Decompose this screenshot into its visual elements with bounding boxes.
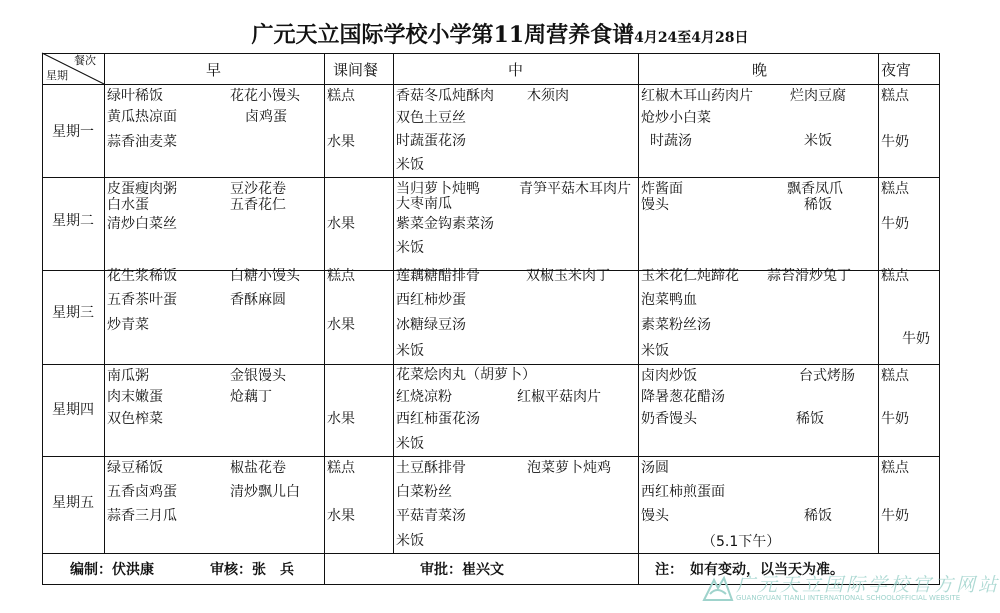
menu-item: 奶香馒头	[641, 411, 697, 427]
menu-item: 糕点	[881, 88, 909, 104]
school-logo-icon	[700, 574, 734, 604]
menu-item: 炝炒小白菜	[641, 110, 711, 126]
menu-item: 木须肉	[527, 88, 569, 104]
menu-item: 五香卤鸡蛋	[107, 484, 177, 500]
menu-item: 红椒木耳山药肉片	[641, 88, 753, 104]
header-dinner: 晚	[752, 61, 768, 79]
menu-item: 双椒玉米肉丁	[526, 268, 610, 284]
menu-item: 牛奶	[881, 508, 909, 524]
menu-item: 米饭	[396, 436, 424, 452]
menu-item: 五香茶叶蛋	[107, 292, 177, 308]
menu-item: 金银馒头	[230, 368, 286, 384]
menu-item: 牛奶	[902, 331, 930, 347]
menu-item: 米饭	[396, 157, 424, 173]
menu-item: 水果	[327, 508, 355, 524]
menu-item: 时蔬汤	[650, 133, 692, 149]
footer-note: 注： 如有变动，以当天为准。	[655, 562, 844, 578]
menu-item: 炒青菜	[107, 317, 149, 333]
corner-meal-label: 餐次	[74, 54, 96, 67]
menu-item: 红烧凉粉	[396, 389, 452, 405]
menu-item: 糕点	[881, 460, 909, 476]
menu-item: 米饭	[396, 343, 424, 359]
menu-item: 稀饭	[796, 411, 824, 427]
menu-item: 南瓜粥	[107, 368, 149, 384]
menu-item: 糕点	[881, 268, 909, 284]
menu-item: 花花小馒头	[230, 88, 300, 104]
menu-item: 白菜粉丝	[396, 484, 452, 500]
day-label-fri: 星期五	[52, 495, 94, 511]
menu-item: 玉米花仁炖蹄花	[641, 268, 739, 284]
menu-item: 米饭	[396, 240, 424, 256]
menu-item: 米饭	[641, 343, 669, 359]
menu-item: 清炒飘儿白	[230, 484, 300, 500]
menu-item: 降暑葱花醋汤	[641, 389, 725, 405]
menu-item: 素菜粉丝汤	[641, 317, 711, 333]
menu-item: 糕点	[327, 460, 355, 476]
menu-item: 五香花仁	[230, 197, 286, 213]
menu-item: 西红柿煎蛋面	[641, 484, 725, 500]
menu-item: 花生浆稀饭	[107, 268, 177, 284]
watermark	[700, 568, 998, 608]
footer-reviewer: 审核：张 兵	[210, 562, 294, 578]
menu-item: 稀饭	[804, 508, 832, 524]
menu-item: 花菜烩肉丸（胡萝卜）	[396, 367, 536, 383]
menu-note: （5.1下午）	[702, 534, 781, 550]
menu-item: 牛奶	[881, 411, 909, 427]
title-main: 广元天立国际学校小学第11周营养食谱	[251, 22, 635, 48]
menu-item: 蒜苔滑炒兔丁	[767, 268, 851, 284]
menu-item: 泡菜鸭血	[641, 292, 697, 308]
footer-editor: 编制：伏洪康	[70, 562, 154, 578]
watermark-en: GUANGYUAN TIANLI INTERNATIONAL SCHOOLOFFICIAL WEBSITE	[736, 594, 961, 602]
menu-item: 蒜香三月瓜	[107, 508, 177, 524]
menu-item: 香菇冬瓜炖酥肉	[396, 88, 494, 104]
menu-item: 蒜香油麦菜	[107, 134, 177, 150]
menu-item: 肉末嫩蛋	[107, 389, 163, 405]
menu-item: 糕点	[881, 368, 909, 384]
menu-item: 白糖小馒头	[230, 268, 300, 284]
menu-item: 紫菜金钩素菜汤	[396, 216, 494, 232]
menu-item: 米饭	[804, 133, 832, 149]
menu-item: 皮蛋瘦肉粥	[107, 181, 177, 197]
day-label-thu: 星期四	[52, 402, 94, 418]
menu-item: 牛奶	[881, 134, 909, 150]
menu-item: 水果	[327, 411, 355, 427]
menu-item: 卤鸡蛋	[245, 109, 287, 125]
menu-item: 糕点	[327, 268, 355, 284]
menu-item: 台式烤肠	[799, 368, 855, 384]
watermark-cn: 广元天立国际学校官方网站	[736, 574, 1000, 596]
menu-item: 绿豆稀饭	[107, 460, 163, 476]
footer-approver: 审批：崔兴文	[420, 562, 504, 578]
menu-item: 绿叶稀饭	[107, 88, 163, 104]
menu-item: 白水蛋	[107, 197, 149, 213]
menu-item: 冰糖绿豆汤	[396, 317, 466, 333]
menu-item: 时蔬蛋花汤	[396, 133, 466, 149]
menu-item: 红椒平菇肉片	[517, 389, 601, 405]
menu-item: 炝藕丁	[230, 389, 272, 405]
day-label-wed: 星期三	[52, 305, 94, 321]
menu-item: 平菇青菜汤	[396, 508, 466, 524]
menu-item: 炸酱面	[641, 181, 683, 197]
menu-item: 牛奶	[881, 216, 909, 232]
menu-item: 椒盐花卷	[230, 460, 286, 476]
day-label-mon: 星期一	[52, 124, 94, 140]
menu-item: 泡菜萝卜炖鸡	[527, 460, 611, 476]
corner-week-label: 星期	[46, 69, 68, 82]
menu-item: 馒头	[641, 197, 669, 213]
menu-item: 飘香凤爪	[787, 181, 843, 197]
menu-item: 双色土豆丝	[396, 110, 466, 126]
menu-item: 水果	[327, 317, 355, 333]
menu-item: 汤圆	[641, 460, 669, 476]
menu-item: 烂肉豆腐	[790, 88, 846, 104]
menu-item: 香酥麻圆	[230, 292, 286, 308]
title-dates: 4月24至4月28日	[634, 30, 749, 46]
menu-item: 糕点	[327, 88, 355, 104]
menu-item: 大枣南瓜	[396, 196, 452, 212]
menu-item: 土豆酥排骨	[396, 460, 466, 476]
menu-item: 黄瓜热凉面	[107, 109, 177, 125]
menu-item: 卤肉炒饭	[641, 368, 697, 384]
menu-item: 米饭	[396, 533, 424, 549]
header-lunch: 中	[508, 61, 524, 79]
menu-item: 西红柿蛋花汤	[396, 411, 480, 427]
menu-item: 豆沙花卷	[230, 181, 286, 197]
menu-item: 稀饭	[804, 197, 832, 213]
menu-item: 糕点	[881, 181, 909, 197]
menu-item: 馒头	[641, 508, 669, 524]
menu-item: 西红柿炒蛋	[396, 292, 466, 308]
menu-item: 莲藕糖醋排骨	[396, 268, 480, 284]
menu-item: 水果	[327, 216, 355, 232]
header-snack: 课间餐	[333, 61, 379, 79]
menu-item: 清炒白菜丝	[107, 216, 177, 232]
menu-item: 双色榨菜	[107, 411, 163, 427]
header-breakfast: 早	[206, 61, 222, 79]
menu-item: 当归萝卜炖鸭	[396, 181, 480, 197]
menu-item: 水果	[327, 134, 355, 150]
day-label-tue: 星期二	[52, 213, 94, 229]
menu-item: 青笋平菇木耳肉片	[519, 181, 631, 197]
header-night: 夜宵	[881, 61, 912, 79]
